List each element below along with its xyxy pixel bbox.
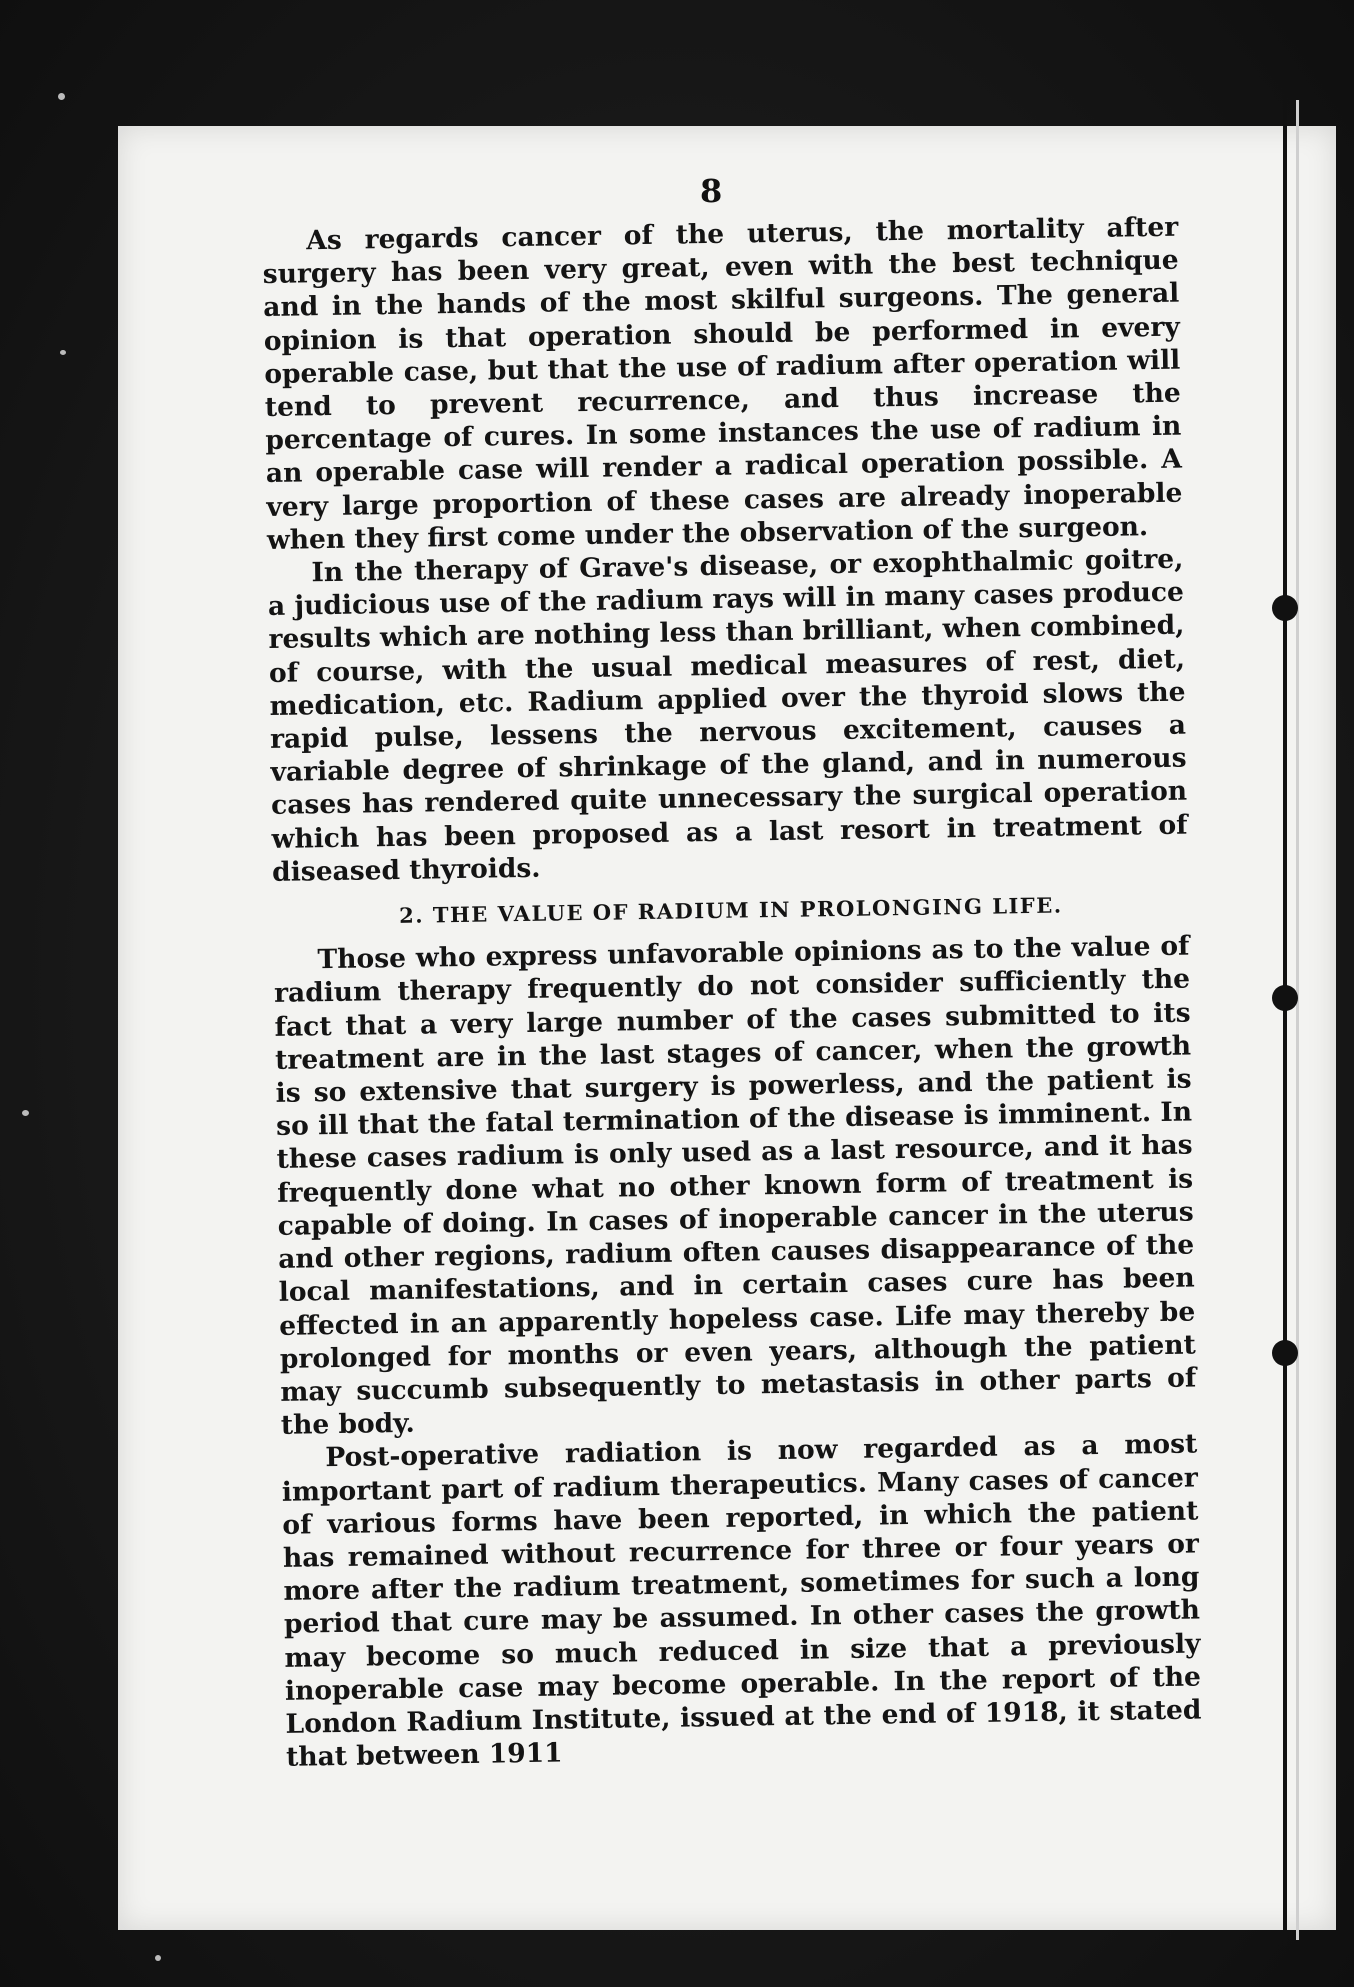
binding-mark [1272,985,1298,1011]
binding-tick [1284,200,1287,230]
binding-mark [1272,595,1298,621]
paragraph-graves-disease: In the therapy of Grave's disease, or exophthalmic goitre, a judicious use of the radium rays will in many cases produce results which are nothing less than brilliant, when combined, of course, with the usual medical measures of rest, diet, medication, etc. Radium applied over the thyroid slows the rapid pulse, lessens the nervous excitement, causes a variable degree of shrinkage of the gland, and in numerous cases has rendered quite unnecessary the surgical operation which has been proposed as a last resort in treatment of diseased thyroids. [267,543,1188,888]
dust-speck [60,350,66,355]
binding-tick [1284,620,1287,1120]
page-number: 8 [700,172,723,210]
paragraph-prolonging-life: Those who express unfavorable opinions as to the value of radium therapy frequently do not consider sufficiently the fact that a very large number of the cases submitted to its treatment are in the last stages of cancer, when the growth is so extensive that surgery is powerless, and the patient is so ill that the fatal termination of the disease is imminent. In these cases radium is only used as a last resource, and it has frequently done what no other known form of treatment is capable of doing. In cases of inoperable cancer in the uterus and other regions, radium often causes disappearance of the local manifestations, and in certain cases cure has been effected in an apparently hopeless case. Life may thereby be prolonged for months or even years, although the patient may succumb subsequently to metastasis in other parts of the body. [273,930,1197,1441]
paragraph-post-operative: Post-operative radiation is now regarded as a most important part of radium therapeutics. Many cases of cancer of various forms have been reported, in which the patient has remained without recurrence for three or four years or more after the radium treatment, sometimes for such a long period that cure may be assumed. In other cases the growth may become so much reduced in size that a previously inoperable case may become operable. In the report of the London Radium Institute, issued at the end of 1918, it stated that between 1911 [281,1428,1202,1773]
paragraph-uterus-cancer: As regards cancer of the uterus, the mortality after surgery has been very great, even with the best technique and in the hands of the most skilful surgeons. The general opinion is that operation should be performed in every operable case, but that the use of radium after operation will tend to prevent recurrence, and thus increase the percentage of cures. In some instances the use of radium in an operable case will render a radical operation possible. A very large proportion of these cases are already inoperable when they first come under the observation of the surgeon. [262,211,1183,556]
dust-speck [58,93,65,100]
dust-speck [155,1955,161,1961]
dust-speck [22,1110,29,1116]
page-body [262,211,1202,1775]
binding-marks [1272,200,1312,1900]
binding-tick [1284,1360,1287,1860]
section-heading: 2. THE VALUE OF RADIUM IN PROLONGING LIFE. [398,892,1063,928]
